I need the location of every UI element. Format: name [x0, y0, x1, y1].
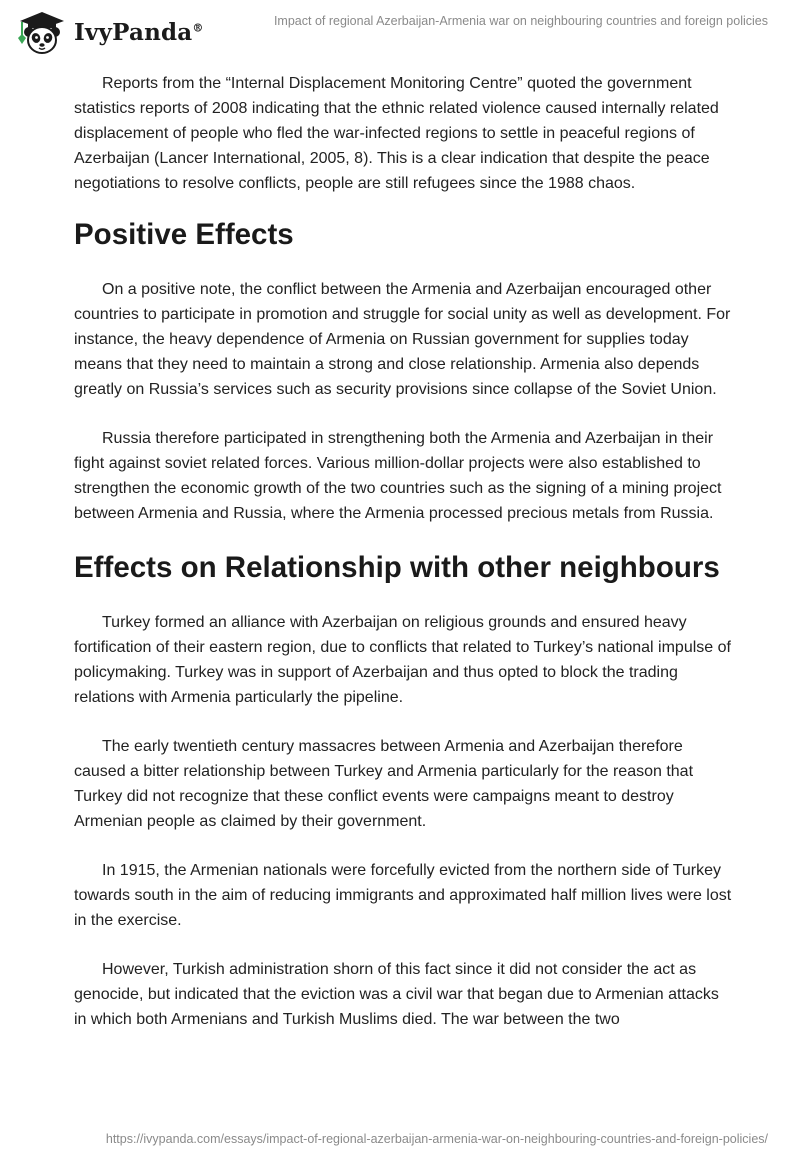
page-header	[0, 0, 800, 60]
heading-positive-effects: Positive Effects	[74, 218, 294, 251]
heading-relationship-neighbours: Effects on Relationship with other neighbours	[74, 551, 720, 584]
paragraph-positive-note: On a positive note, the conflict between the Armenia and Azerbaijan encouraged other countries to participate in promotion and struggle for social unity as well as development. For instance, the heavy dependence of Armenia on Russian government for supplies today means that they need to maintain a strong and close relationship. Armenia also depends greatly on Russia’s services such as security provisions since collapse of the Soviet Union.	[74, 281, 731, 398]
essay-body	[74, 71, 734, 1056]
paragraph-displacement: Reports from the “Internal Displacement Monitoring Centre” quoted the government statistics reports of 2008 indicating that the ethnic related violence caused internally related displacement of people who fled the war-infected regions to settle in peaceful regions of Azerbaijan (Lancer International, 2005, 8). This is a clear indication that despite the peace negotiations to resolve conflicts, people are still refugees since the 1988 chaos.	[74, 75, 719, 192]
paragraph-turkey-alliance: Turkey formed an alliance with Azerbaijan on religious grounds and ensured heavy fortification of their eastern region, due to conflicts that related to Turkey’s national impulse of policymaking. Turkey was in support of Azerbaijan and thus opted to block the trading relations with Armenia particularly the pipeline.	[74, 614, 731, 706]
panda-graduation-cap-icon	[14, 8, 70, 56]
ivypanda-logo[interactable]	[14, 8, 204, 56]
paragraph-1915: In 1915, the Armenian nationals were forcefully evicted from the northern side of Turkey towards south in the aim of reducing immigrants and approximated half million lives were lost in the exercise.	[74, 862, 732, 929]
paragraph-russia: Russia therefore participated in strengthening both the Armenia and Azerbaijan in their fight against soviet related forces. Various million-dollar projects were also established to strengthen the economic growth of the two countries such as the signing of a mining project between Armenia and Russia, where the Armenia processed precious metals from Russia.	[74, 430, 722, 522]
document-title: Impact of regional Azerbaijan-Armenia war on neighbouring countries and foreign policies	[273, 14, 768, 28]
paragraph-massacres: The early twentieth century massacres between Armenia and Azerbaijan therefore caused a bitter relationship between Turkey and Armenia particularly for the reason that Turkey did not recognize that these conflict events were campaigns meant to destroy Armenian people as claimed by their government.	[74, 738, 694, 830]
paragraph-turkish-administration: However, Turkish administration shorn of this fact since it did not consider the act as genocide, but indicated that the eviction was a civil war that began due to Armenian attacks in which both Armenians and Turkish Muslims died. The war between the two	[74, 961, 719, 1028]
source-url-link[interactable]: https://ivypanda.com/essays/impact-of-regional-azerbaijan-armenia-war-on-neighbouring-countries-and-foreign-policies/	[105, 1132, 768, 1146]
brand-name: IvyPanda®	[74, 18, 204, 46]
